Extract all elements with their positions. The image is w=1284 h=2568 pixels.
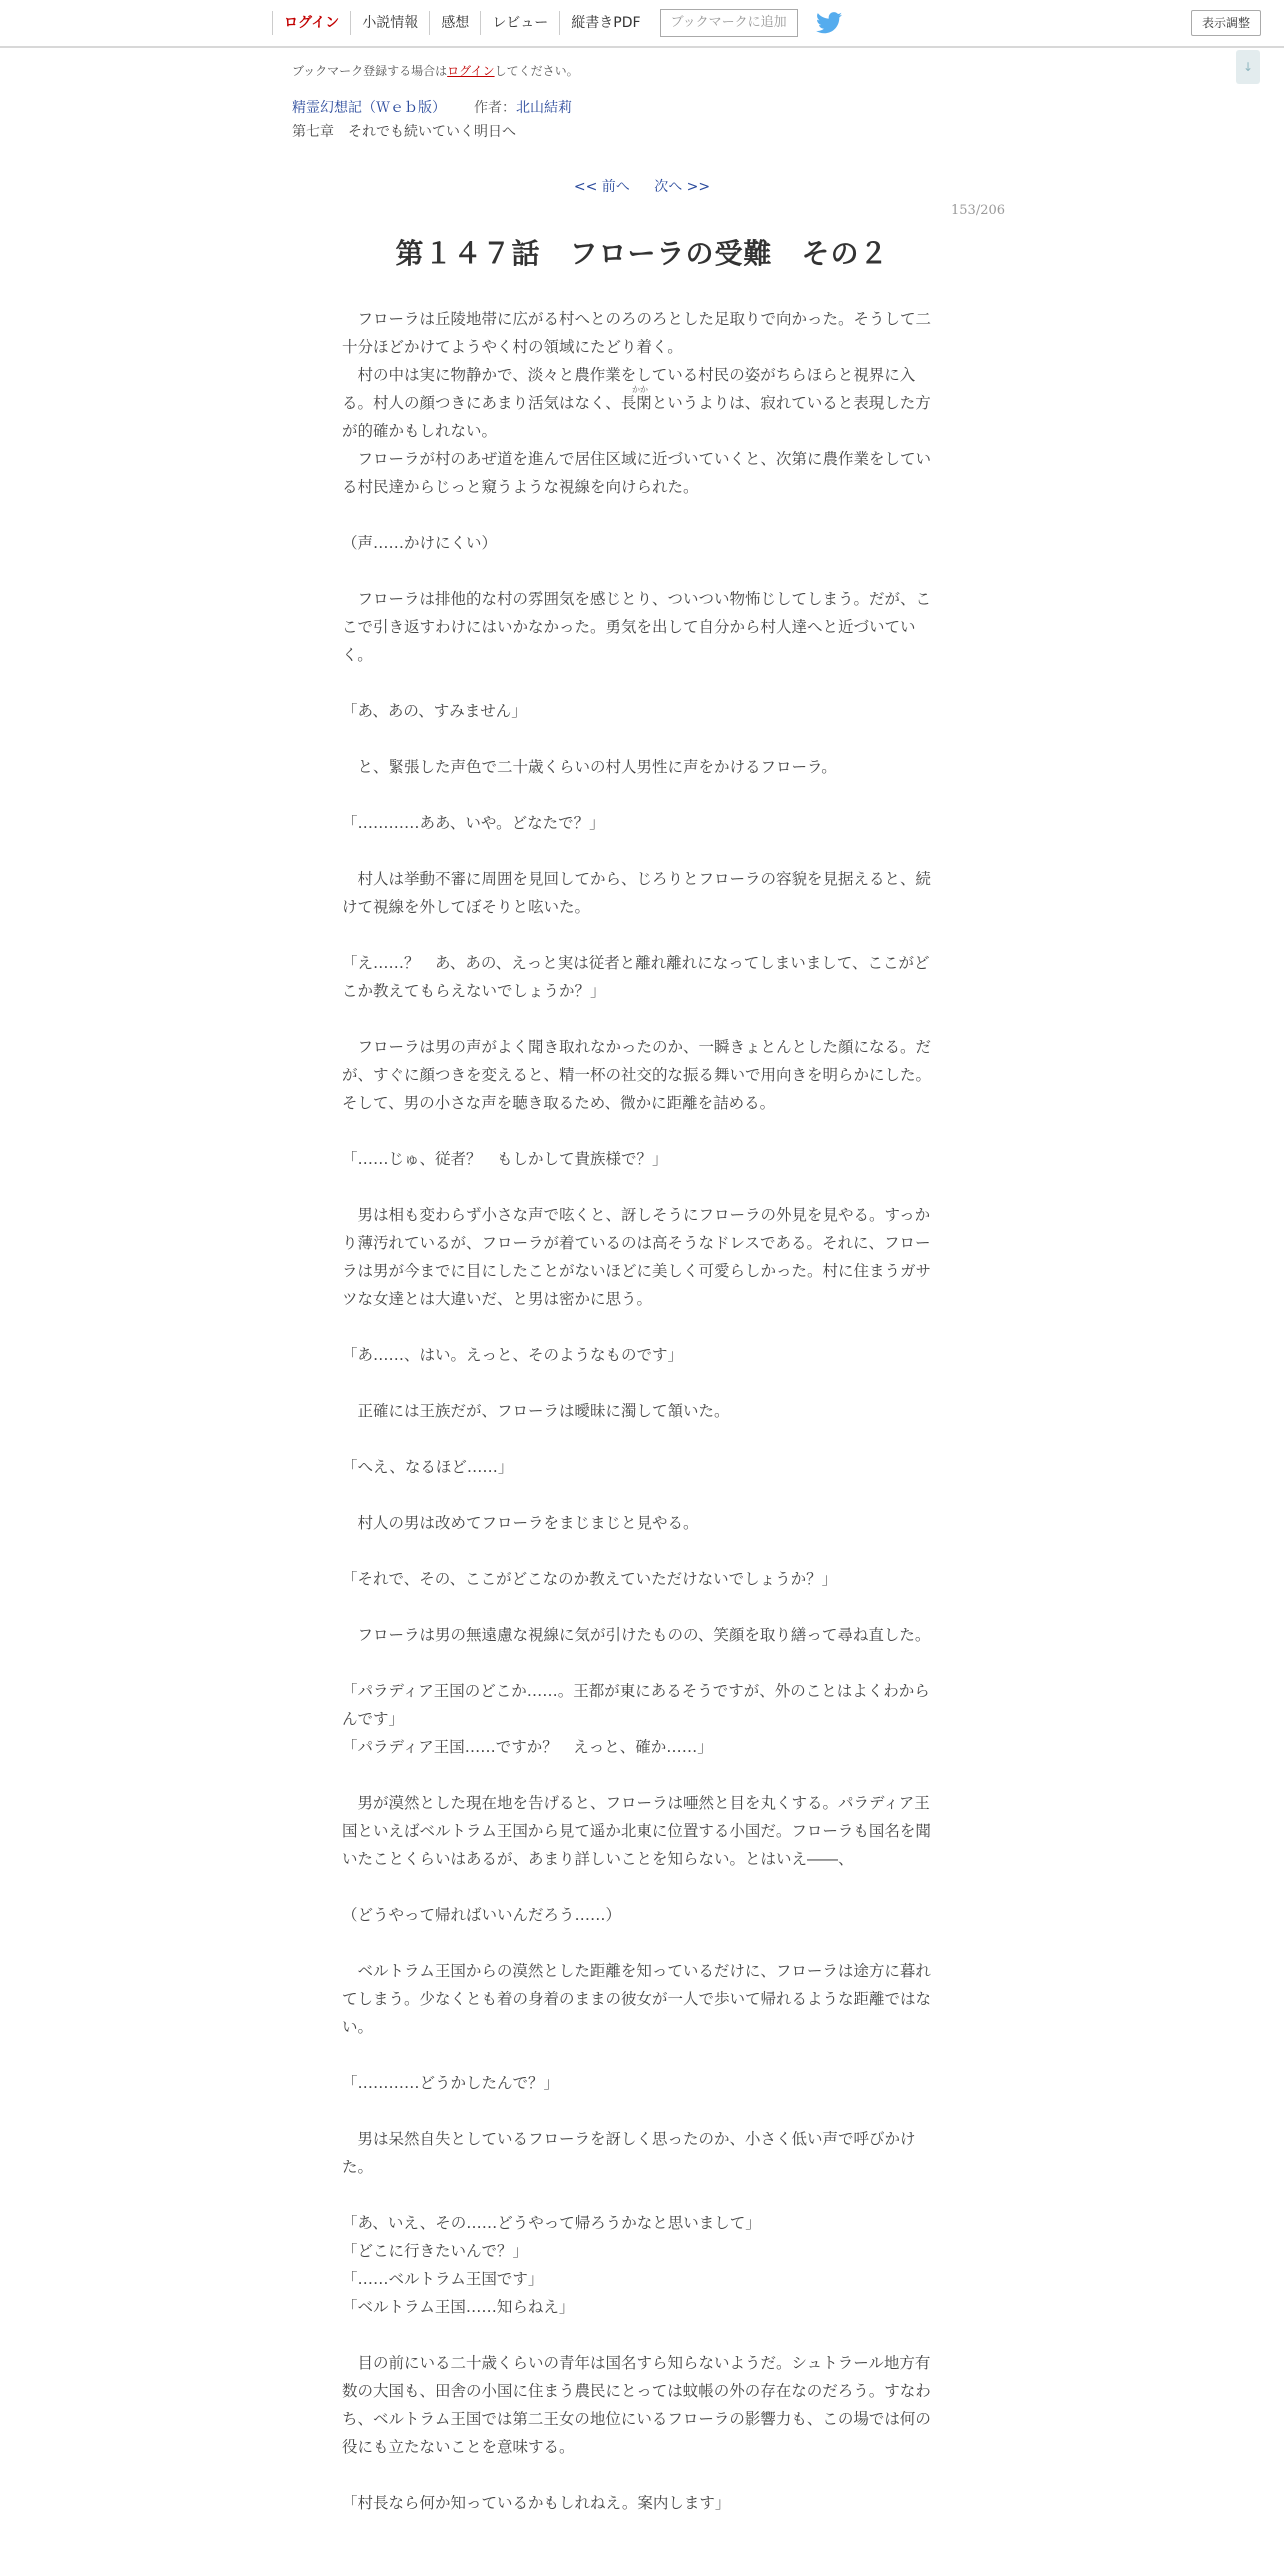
body-paragraph [342,501,942,529]
body-paragraph [342,1117,942,1145]
body-paragraph [342,1929,942,1957]
body-paragraph: 村人の男は改めてフローラをまじまじと見やる。 [342,1514,699,1532]
body-paragraph: 「あ……、はい。えっと、そのようなものです」 [342,1346,684,1364]
body-paragraph [342,1425,942,1453]
body-paragraph: フローラは男の無遠慮な視線に気が引けたものの、笑顔を取り繕って尋ね直した。 [342,1626,931,1644]
body-paragraph [342,2461,942,2489]
page-count: 153/206 [951,203,1006,218]
body-paragraph: 「パラディア王国……ですか？ えっと、確か……」 [342,1738,713,1756]
bookmark-note-before: ブックマーク登録する場合は [292,64,448,78]
body-paragraph [342,557,942,585]
body-paragraph [342,921,942,949]
body-paragraph: 「村長なら何か知っているかもしれねえ。案内します」 [342,2494,731,2512]
body-paragraph [342,1593,942,1621]
body-paragraph [342,669,942,697]
body-paragraph: 男は呆然自失としているフローラを訝しく思ったのか、小さく低い声で呼びかけた。 [342,2130,916,2176]
body-paragraph: 「それで、その、ここがどこなのか教えていただけないでしょうか？」 [342,1570,838,1588]
body-paragraph: 「…………どうかしたんで？」 [342,2074,560,2092]
body-paragraph [342,2321,942,2349]
body-paragraph: 「パラディア王国のどこか……。王都が東にあるそうですが、外のことはよくわからんです」 [342,1682,930,1728]
body-paragraph: 「…………ああ、いや。どなたで？」 [342,814,605,832]
body-paragraph: 村の中は実に物静かで、淡々と農作業をしている村民の姿がちらほらと視界に入る。村人の顔つきにあまり活気はなく、長閑というよりは、寂れていると表現した方が的確かもしれない。 [342,366,931,440]
nav-novel-info-link[interactable]: 小説情報 [350,11,429,35]
nav-login-link[interactable]: ログイン [272,11,350,35]
body-paragraph: フローラは男の声がよく聞き取れなかったのか、一瞬きょとんとした顔になる。だが、すぐに顔つきを変えると、精一杯の社交的な振る舞いで用向きを明らかにした。そして、男の小さな声を聴き取るため、微かに距離を詰める。 [342,1038,932,1112]
author-label: 作者： [474,100,516,116]
episode-title: 第１４７話 フローラの受難 その２ [395,237,889,270]
ruby-annotation: かか [632,385,648,394]
display-settings-button[interactable]: 表示調整 [1191,10,1261,36]
body-paragraph: 「あ、いえ、その……どうやって帰ろうかなと思いまして」 [342,2214,761,2232]
chapter-title: 第七章 それでも続いていく明日へ [292,124,516,140]
body-paragraph [342,781,942,809]
next-page-link[interactable]: 次へ >> [654,179,711,195]
body-paragraph: フローラは丘陵地帯に広がる村へとのろのろとした足取りで向かった。そうして二十分ほどかけてようやく村の領域にたどり着く。 [342,310,932,356]
scroll-down-arrow-icon[interactable]: ↓ [1236,50,1260,84]
body-paragraph: フローラが村のあぜ道を進んで居住区域に近づいていくと、次第に農作業をしている村民達からじっと窺うような視線を向けられた。 [342,450,932,496]
body-paragraph [342,2041,942,2069]
nav-review-link[interactable]: レビュー [480,11,559,35]
body-paragraph: 「どこに行きたいんで？」 [342,2242,529,2260]
body-paragraph: 目の前にいる二十歳くらいの青年は国名すら知らないようだ。シュトラール地方有数の大国も、田舎の小国に住まう農民にとっては蚊帳の外の存在なのだろう。すなわち、ベルトラム王国では第二王女の地位にいるフローラの影響力も、この場では何の役にも立たないことを意味する。 [342,2354,931,2456]
body-paragraph: 「……じゅ、従者？ もしかして貴族様で？」 [342,1150,668,1168]
body-paragraph: と、緊張した声色で二十歳くらいの村人男性に声をかけるフローラ。 [342,758,837,776]
novel-body [342,305,942,2517]
body-paragraph: 「え……？ あ、あの、えっと実は従者と離れ離れになってしまいまして、ここがどこか教えてもらえないでしょうか？」 [342,954,930,1000]
body-paragraph: 「あ、あの、すみません」 [342,702,527,720]
author-link[interactable]: 北山結莉 [516,100,572,116]
body-paragraph: ベルトラム王国からの漠然とした距離を知っているだけに、フローラは途方に暮れてしまう。少なくとも着の身着のままの彼女が一人で歩いて帰れるような距離ではない。 [342,1962,932,2036]
body-paragraph [342,1313,942,1341]
body-paragraph: 村人は挙動不審に周囲を見回してから、じろりとフローラの容貌を見据えると、続けて視線を外してぼそりと呟いた。 [342,870,932,916]
body-paragraph [342,1369,942,1397]
body-paragraph [342,1481,942,1509]
bookmark-note-after: してください。 [494,64,579,78]
body-paragraph [342,837,942,865]
top-header [0,0,1284,48]
bookmark-login-note [292,62,579,79]
pager [0,176,1284,196]
body-paragraph [342,1649,942,1677]
body-paragraph [342,1761,942,1789]
add-bookmark-button[interactable]: ブックマークに追加 [660,9,798,37]
body-paragraph [342,725,942,753]
body-paragraph: 「ベルトラム王国……知らねえ」 [342,2298,575,2316]
novel-title-link[interactable]: 精霊幻想記（Ｗｅｂ版） [292,100,446,116]
body-paragraph: フローラは排他的な村の雰囲気を感じとり、ついつい物怖じしてしまう。だが、ここで引き返すわけにはいかなかった。勇気を出して自分から村人達へと近づいていく。 [342,590,932,664]
prev-page-link[interactable]: << 前へ [573,179,630,195]
body-paragraph [342,1173,942,1201]
bookmark-note-login-link[interactable]: ログイン [447,64,495,78]
body-paragraph [342,1873,942,1901]
twitter-bird-icon[interactable] [816,12,842,34]
body-paragraph: （どうやって帰ればいいんだろう……） [342,1906,622,1924]
body-paragraph: 男は相も変わらず小さな声で呟くと、訝しそうにフローラの外見を見やる。すっかり薄汚れているが、フローラが着ているのは高そうなドレスである。それに、フローラは男が今までに目にしたことがないほどに美しく可愛らしかった。村に住まうガサツな女達とは大違いだ、と男は密かに思う。 [342,1206,932,1308]
top-nav [272,0,842,46]
nav-impressions-link[interactable]: 感想 [429,11,480,35]
body-paragraph [342,1537,942,1565]
body-paragraph: 「……ベルトラム王国です」 [342,2270,544,2288]
body-paragraph: 男が漠然とした現在地を告げると、フローラは唖然と目を丸くする。パラディア王国といえばベルトラム王国から見て遥か北東に位置する小国だ。フローラも国名を聞いたことくらいはあるが、あまり詳しいことを知らない。とはいえ――、 [342,1794,931,1868]
novel-info-line [292,97,572,117]
body-paragraph: （声……かけにくい） [342,534,498,552]
body-paragraph: 「へえ、なるほど……」 [342,1458,514,1476]
body-paragraph [342,2097,942,2125]
body-paragraph [342,2181,942,2209]
nav-vertical-pdf-link[interactable]: 縦書きPDF [559,11,651,35]
body-paragraph: 正確には王族だが、フローラは曖昧に濁して頷いた。 [342,1402,730,1420]
body-paragraph [342,1005,942,1033]
